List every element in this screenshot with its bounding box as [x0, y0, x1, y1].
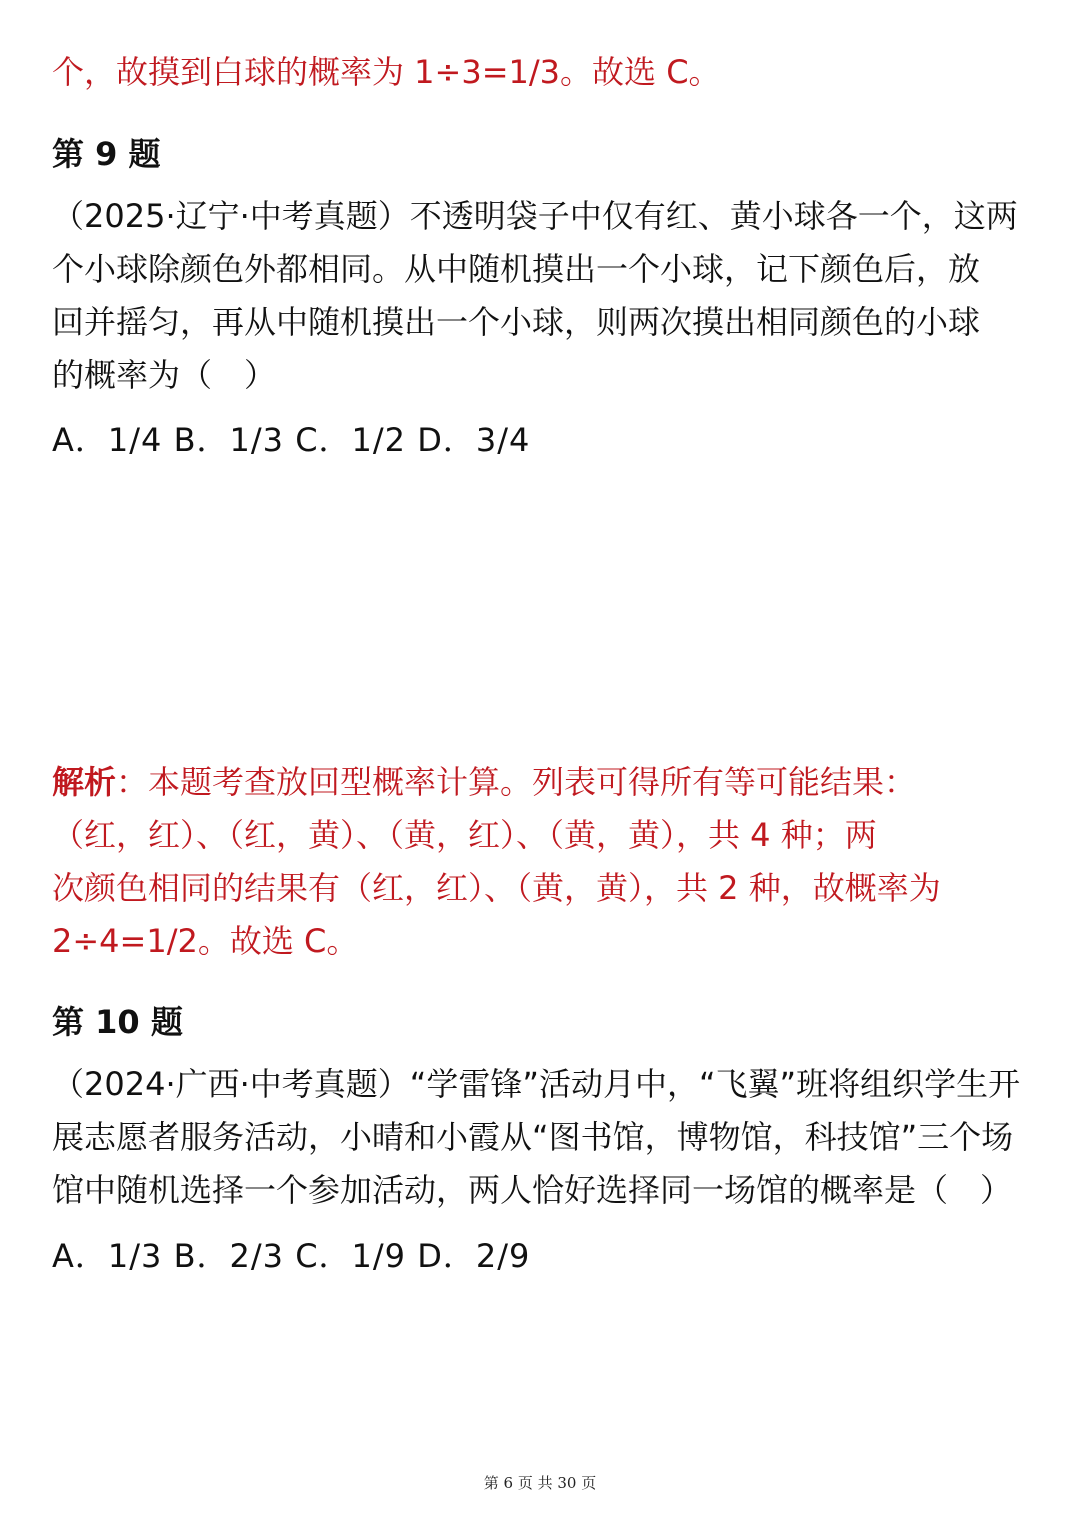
question-9-stem-line: 个小球除颜色外都相同。从中随机摸出一个小球，记下颜色后，放: [52, 250, 981, 288]
question-10-stem-line: （2024·广西·中考真题）“学雷锋”活动月中，“飞翼”班将组织学生开: [52, 1065, 1021, 1103]
prev-solution-tail: [52, 46, 1037, 99]
question-10-stem-line: 展志愿者服务活动，小晴和小霞从“图书馆，博物馆，科技馆”三个场: [52, 1118, 1014, 1156]
question-9-options: A．1/4 B．1/3 C．1/2 D．3/4: [52, 421, 531, 459]
question-9-stem: [52, 190, 1037, 402]
question-9-analysis-line: 2÷4=1/2。故选 C。: [52, 922, 359, 960]
question-10-stem-line: 馆中随机选择一个参加活动，两人恰好选择同一场馆的概率是（ ）: [52, 1171, 1013, 1209]
analysis-line-text: ：本题考查放回型概率计算。列表可得所有等可能结果：: [116, 763, 917, 801]
prev-solution-line: 个，故摸到白球的概率为 1÷3=1/3。故选 C。: [52, 53, 721, 91]
question-9-stem-line: 的概率为（ ）: [52, 356, 277, 394]
question-9-stem-line: 回并摇匀，再从中随机摸出一个小球，则两次摸出相同颜色的小球: [52, 303, 981, 341]
question-10-heading: 第 10 题: [52, 1003, 183, 1041]
page-number-footer: 第 6 页 共 30 页: [483, 1474, 597, 1492]
analysis-label: 解析: [52, 763, 117, 801]
question-10-options: A．1/3 B．2/3 C．1/9 D．2/9: [52, 1237, 531, 1275]
question-9-analysis-line: （红，红）、（红，黄）、（黄，红）、（黄，黄），共 4 种；两: [52, 816, 877, 854]
question-9-analysis: [52, 756, 1037, 968]
question-10-stem: [52, 1058, 1037, 1217]
question-9-stem-line: （2025·辽宁·中考真题）不透明袋子中仅有红、黄小球各一个，这两: [52, 197, 1018, 235]
question-9-analysis-line: [52, 756, 1037, 809]
question-9-analysis-line: 次颜色相同的结果有（红，红）、（黄，黄），共 2 种，故概率为: [52, 869, 941, 907]
question-9-heading: 第 9 题: [52, 135, 161, 173]
